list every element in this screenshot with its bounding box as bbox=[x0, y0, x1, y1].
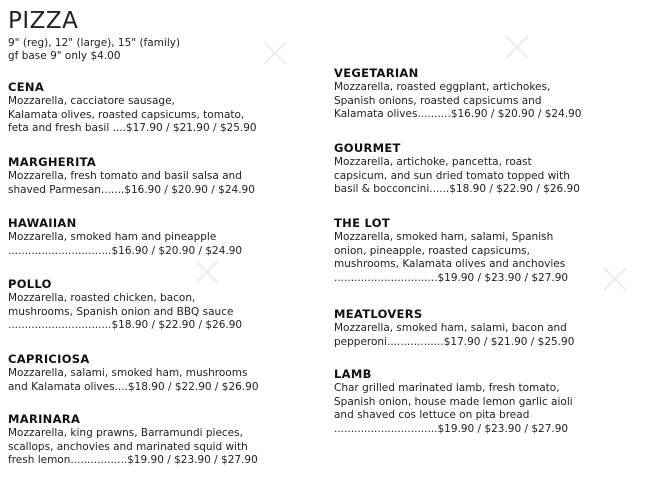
item-line: feta and fresh basil ....$17.90 / $21.90 / $25.90 bbox=[8, 122, 257, 135]
menu-item bbox=[8, 352, 320, 394]
item-line: Mozzarella, fresh tomato and basil salsa and bbox=[8, 170, 242, 182]
menu-item bbox=[334, 307, 640, 349]
menu-item bbox=[334, 141, 640, 197]
item-line: mushrooms, Kalamata olives and anchovies bbox=[334, 258, 566, 271]
item-line: ...............................$19.90 / $23.90 / $27.90 bbox=[334, 271, 569, 284]
item-line: Kalamata olives, roasted capsicums, tomato, bbox=[8, 108, 245, 121]
item-line: Char grilled marinated lamb, fresh tomato, bbox=[334, 382, 560, 394]
item-line: Spanish onions, roasted capsicums and bbox=[334, 94, 542, 107]
item-name: CAPRICIOSA bbox=[8, 352, 90, 366]
item-line: pepperoni.................$17.90 / $21.90 / $25.90 bbox=[334, 335, 575, 348]
fork-knife-watermark-icon bbox=[258, 36, 292, 70]
menu-item bbox=[334, 216, 640, 285]
menu-item bbox=[8, 412, 320, 468]
fork-knife-watermark-icon bbox=[190, 255, 224, 289]
menu-subtitle bbox=[8, 37, 180, 63]
item-line: capsicum, and sun dried tomato topped with bbox=[334, 169, 570, 182]
item-line: and Kalamata olives....$18.90 / $22.90 / $26.90 bbox=[8, 380, 259, 393]
menu-item bbox=[8, 216, 320, 258]
item-line: Kalamata olives..........$16.90 / $20.90 / $24.90 bbox=[334, 108, 582, 121]
menu-title: PIZZA bbox=[8, 8, 79, 34]
item-name: LAMB bbox=[334, 367, 372, 381]
menu-item bbox=[334, 66, 640, 122]
item-name: GOURMET bbox=[334, 141, 401, 155]
item-line: shaved Parmesan.......$16.90 / $20.90 / $24.90 bbox=[8, 183, 255, 196]
item-line: Mozzarella, smoked ham, salami, bacon and bbox=[334, 322, 567, 334]
item-line: Mozzarella, smoked ham and pineapple bbox=[8, 231, 217, 243]
gf-base-line: gf base 9" only $4.00 bbox=[8, 50, 121, 62]
item-name: MARGHERITA bbox=[8, 155, 97, 169]
menu-item bbox=[8, 277, 320, 333]
fork-knife-watermark-icon bbox=[500, 30, 534, 64]
item-line: and shaved cos lettuce on pita bread bbox=[334, 409, 530, 422]
item-line: scallops, anchovies and marinated squid with bbox=[8, 440, 248, 453]
sizes-line: 9" (reg), 12" (large), 15" (family) bbox=[8, 37, 181, 49]
item-name: MEATLOVERS bbox=[334, 307, 423, 321]
item-line: Mozzarella, smoked ham, salami, Spanish bbox=[334, 231, 554, 243]
item-line: onion, pineapple, roasted capsicums, bbox=[334, 244, 530, 257]
item-name: VEGETARIAN bbox=[334, 66, 419, 80]
menu-item bbox=[8, 80, 320, 136]
item-line: Mozzarella, roasted eggplant, artichokes, bbox=[334, 81, 551, 93]
item-line: Mozzarella, artichoke, pancetta, roast bbox=[334, 156, 532, 168]
item-line: Mozzarella, cacciatore sausage, bbox=[8, 95, 175, 107]
item-line: Mozzarella, roasted chicken, bacon, bbox=[8, 292, 196, 304]
item-name: POLLO bbox=[8, 277, 52, 291]
item-line: ...............................$18.90 / $22.90 / $26.90 bbox=[8, 319, 243, 332]
item-name: THE LOT bbox=[334, 216, 390, 230]
item-name: CENA bbox=[8, 80, 45, 94]
fork-knife-watermark-icon bbox=[598, 262, 632, 296]
item-line: mushrooms, Spanish onion and BBQ sauce bbox=[8, 305, 234, 318]
item-line: ...............................$16.90 / $20.90 / $24.90 bbox=[8, 244, 243, 257]
item-line: Spanish onion, house made lemon garlic aioli bbox=[334, 395, 573, 408]
menu-item bbox=[334, 367, 640, 436]
item-name: HAWAIIAN bbox=[8, 216, 77, 230]
item-line: ...............................$19.90 / $23.90 / $27.90 bbox=[334, 422, 569, 435]
item-line: basil & bocconcini......$18.90 / $22.90 / $26.90 bbox=[334, 183, 580, 196]
menu-item bbox=[8, 155, 320, 197]
item-line: fresh lemon.................$19.90 / $23.90 / $27.90 bbox=[8, 454, 258, 467]
item-line: Mozzarella, king prawns, Barramundi pieces, bbox=[8, 427, 243, 439]
item-line: Mozzarella, salami, smoked ham, mushrooms bbox=[8, 367, 248, 379]
item-name: MARINARA bbox=[8, 412, 81, 426]
